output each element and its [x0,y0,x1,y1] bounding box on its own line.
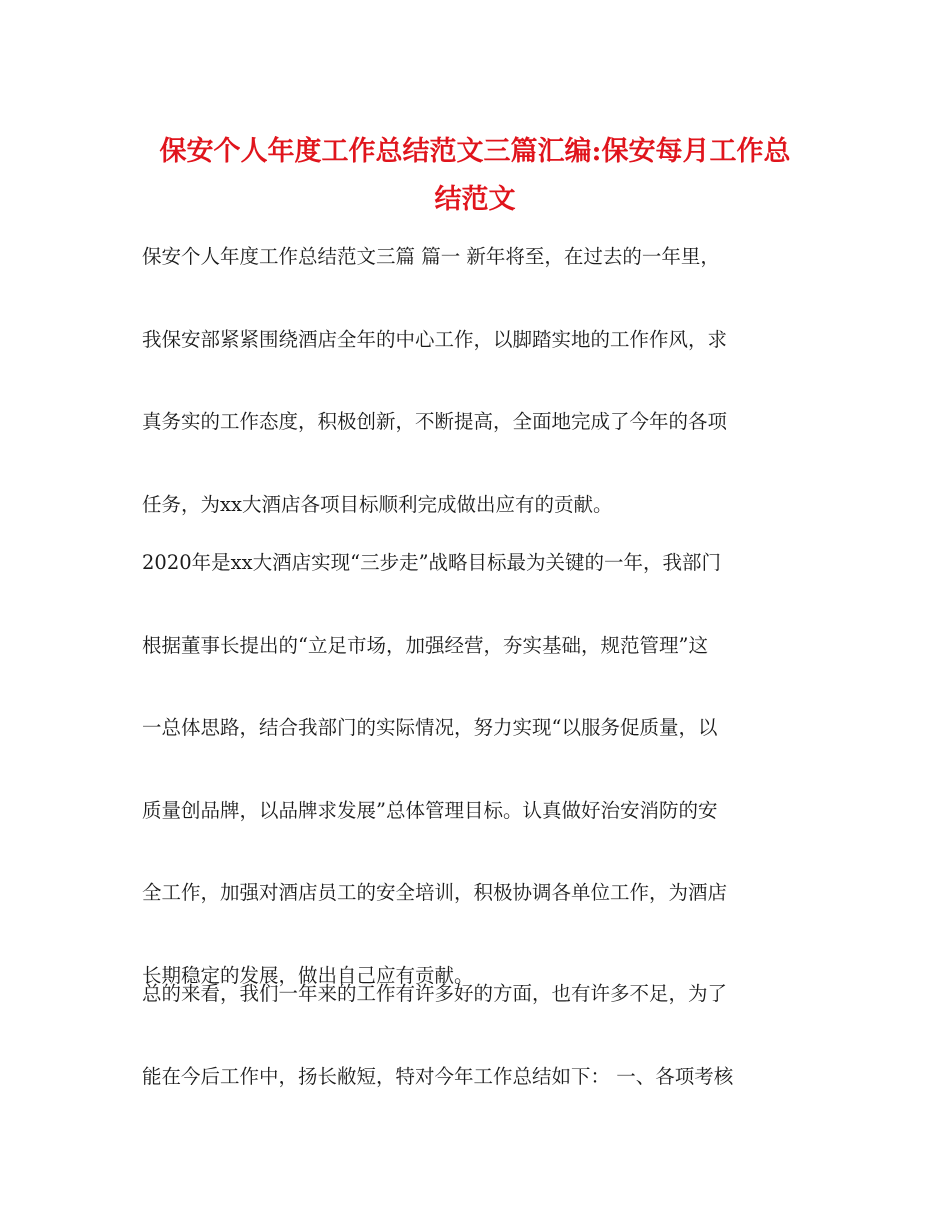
paragraph-line: 一总体思路，结合我部门的实际情况，努力实现“以服务促质量，以 [142,716,718,739]
paragraph-intro [142,216,812,546]
paragraph-line: 根据董事长提出的“立足市场，加强经营，夯实基础，规范管理”这 [142,633,708,657]
paragraph-line: 任务，为xx大酒店各项目标顺利完成做出应有的贡献。 [142,492,613,516]
paragraph-line: 总的来看，我们一年来的工作有许多好的方面，也有许多不足，为了 [142,982,728,1005]
title-line: 保安个人年度工作总结范文三篇汇编:保安每月工作总 [159,136,791,167]
paragraph-line: 我保安部紧紧围绕酒店全年的中心工作，以脚踏实地的工作作风，求 [142,327,728,351]
paragraph-line: 2020年是xx大酒店实现“三步走”战略目标最为关键的一年，我部门 [142,551,722,574]
paragraph-line: 保安个人年度工作总结范文三篇 篇一 新年将至，在过去的一年里， [142,245,720,268]
paragraph-line: 全工作，加强对酒店员工的安全培训，积极协调各单位工作，为酒店 [142,881,728,904]
document-title [140,128,810,224]
paragraph-line: 质量创品牌，以品牌求发展”总体管理目标。认真做好治安消防的安 [142,798,718,822]
title-line: 结范文 [434,184,516,215]
paragraph-line: 真务实的工作态度，积极创新，不断提高，全面地完成了今年的各项 [142,410,728,433]
paragraph-summary [142,953,812,1118]
paragraph-line: 长期稳定的发展，做出自己应有贡献。 [142,963,474,987]
paragraph-strategy [142,522,812,1017]
paragraph-line: 能在今后工作中，扬长敝短，特对今年工作总结如下： 一、各项考核 [142,1064,734,1088]
